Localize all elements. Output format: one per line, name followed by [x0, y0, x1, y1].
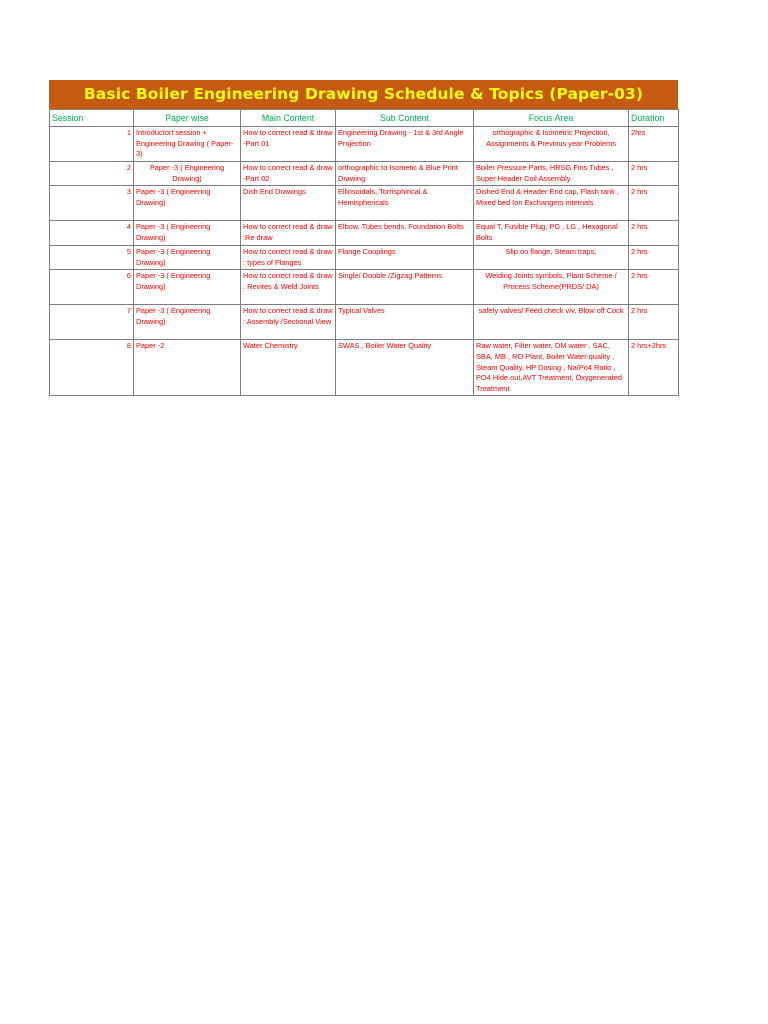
- cell-duration: 2 hrs+2hrs: [629, 340, 679, 396]
- cell-focus: Welding Joints symbols, Plant Scheme / Process Scheme(PRDS/ DA): [474, 270, 629, 305]
- cell-duration: 2 hrs: [629, 246, 679, 270]
- cell-sub: Typical Valves: [336, 305, 474, 340]
- cell-paper: Paper -3 ( Engineering Drawing): [134, 305, 241, 340]
- cell-main: Water Chemistry: [241, 340, 336, 396]
- col-header-sub-content: Sub Content: [336, 110, 474, 127]
- cell-paper: Paper -3 ( Engineering Drawing): [134, 186, 241, 221]
- cell-paper: Paper -2: [134, 340, 241, 396]
- cell-focus: Slip on flange, Steam traps,: [474, 246, 629, 270]
- table-row: [50, 221, 679, 246]
- cell-main: How to correct read & draw : types of Flanges: [241, 246, 336, 270]
- schedule-sheet: [49, 80, 678, 396]
- cell-duration: 2 hrs: [629, 270, 679, 305]
- cell-sub: Elbow, Tubes bends, Foundation Bolts: [336, 221, 474, 246]
- cell-sub: orthographic to Isometic & Blue Print Drawing: [336, 162, 474, 186]
- cell-sub: Flange Couplings: [336, 246, 474, 270]
- cell-session: 8: [50, 340, 134, 396]
- cell-session: 7: [50, 305, 134, 340]
- cell-sub: Elliosoidals, Torrisphirical & Hemisphericals: [336, 186, 474, 221]
- cell-main: How to correct read & draw : Revites & Weld Joints: [241, 270, 336, 305]
- cell-session: 2: [50, 162, 134, 186]
- cell-main: How to correct read & draw -Part 01: [241, 127, 336, 162]
- cell-focus: Raw water, Filter water, DM water , SAC, SBA, MB , RO Plant, Boiler Water quality , Steam Quality, HP Dosing , Na/Po4 Ratio , PO4 Hide out,AVT Treatment, Oxygenerated Treatment: [474, 340, 629, 396]
- cell-duration: 2 hrs: [629, 162, 679, 186]
- cell-main: How to correct read & draw -Part 02: [241, 162, 336, 186]
- col-header-paper-wise: Paper wise: [134, 110, 241, 127]
- table-row: [50, 246, 679, 270]
- cell-focus: safety valves/ Feed check v/v, Blow off Cock: [474, 305, 629, 340]
- cell-focus: Boiler Pressure Parts, HRSG Fins Tubes , Super Header Coil Assembly: [474, 162, 629, 186]
- cell-sub: SWAS , Boiler Water Quality: [336, 340, 474, 396]
- cell-paper: Paper -3 ( Engineering Drawing): [134, 162, 241, 186]
- table-row: [50, 127, 679, 162]
- cell-session: 1: [50, 127, 134, 162]
- cell-duration: 2hrs: [629, 127, 679, 162]
- col-header-duration: Duration: [629, 110, 679, 127]
- col-header-main-content: Main Content: [241, 110, 336, 127]
- table-row: [50, 305, 679, 340]
- cell-duration: 2 hrs: [629, 221, 679, 246]
- cell-main: How to correct read & draw : Assembly /Sectional View: [241, 305, 336, 340]
- cell-focus: Equal T, Fusible Plug, PG , LG , Hexagonal Bolts: [474, 221, 629, 246]
- cell-duration: 2 hrs: [629, 186, 679, 221]
- cell-session: 5: [50, 246, 134, 270]
- table-row: [50, 340, 679, 396]
- cell-sub: Engineering Drawing - 1st & 3rd Angle Projection: [336, 127, 474, 162]
- cell-sub: Single/ Double /Zigzag Patterns: [336, 270, 474, 305]
- table-row: [50, 186, 679, 221]
- cell-main: How to correct read & draw :Re draw: [241, 221, 336, 246]
- table-row: [50, 162, 679, 186]
- header-row: [50, 110, 679, 127]
- cell-paper: Paper -3 ( Engineering Drawing): [134, 246, 241, 270]
- sheet-title: Basic Boiler Engineering Drawing Schedule & Topics (Paper-03): [49, 80, 678, 109]
- cell-focus: Dished End & Header End cap, Flash tank , Mixed bed Ion Exchangers internals: [474, 186, 629, 221]
- cell-paper: Paper -3 ( Engineering Drawing): [134, 270, 241, 305]
- cell-focus: orthographic & Isometric Projection, Assignments & Previous year Problems: [474, 127, 629, 162]
- cell-duration: 2 hrs: [629, 305, 679, 340]
- cell-paper: Paper -3 ( Engineering Drawing): [134, 221, 241, 246]
- col-header-session: Session: [50, 110, 134, 127]
- cell-paper: Introductort session + Engineering Drawing ( Paper-3): [134, 127, 241, 162]
- cell-main: Dish End Drawings: [241, 186, 336, 221]
- table-row: [50, 270, 679, 305]
- cell-session: 3: [50, 186, 134, 221]
- cell-session: 4: [50, 221, 134, 246]
- cell-session: 6: [50, 270, 134, 305]
- schedule-table: [49, 109, 679, 396]
- col-header-focus-area: Focus Area: [474, 110, 629, 127]
